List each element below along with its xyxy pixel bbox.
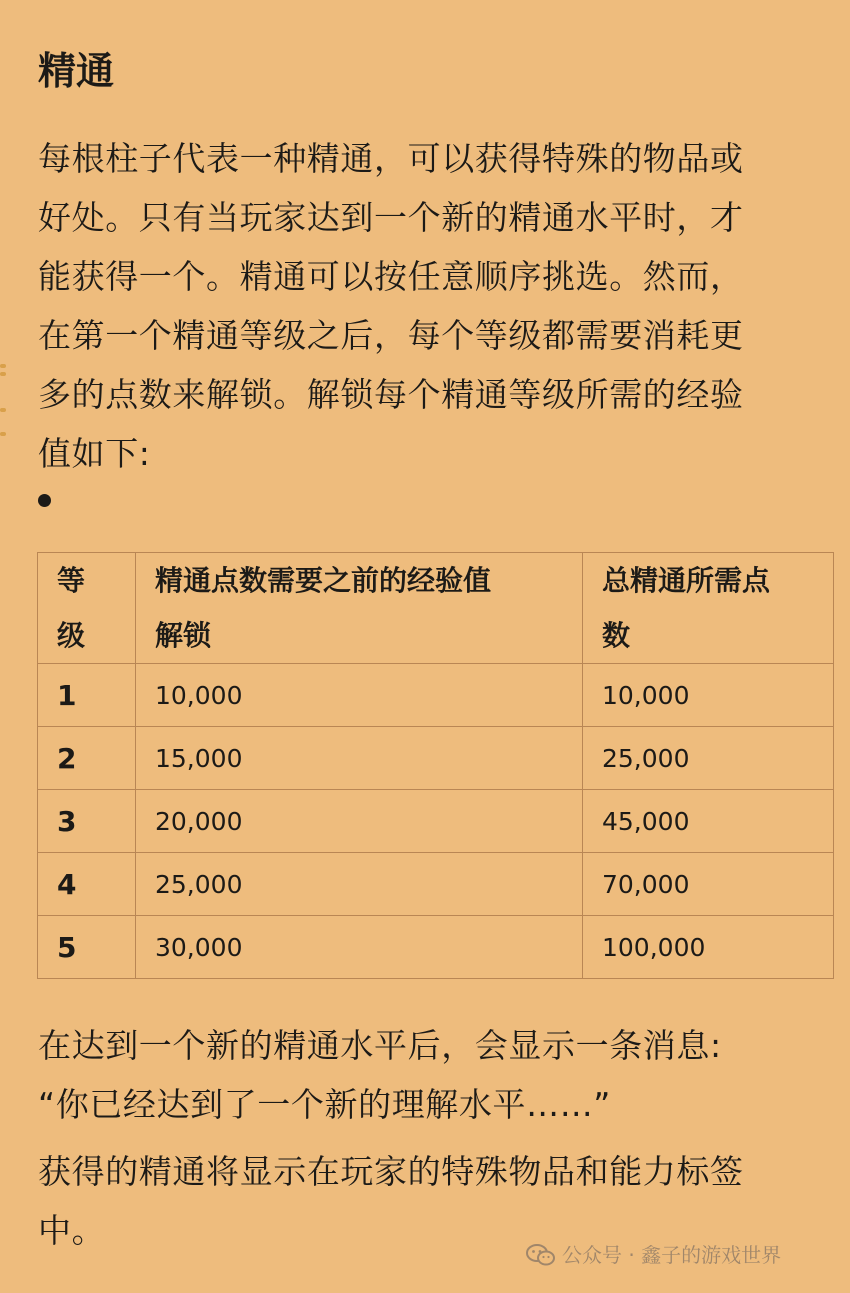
- cell-xp: 25,000: [136, 853, 583, 916]
- mastery-table: [37, 552, 834, 979]
- header-xp-line: 精通点数需要之前的经验值: [155, 564, 492, 597]
- cell-total: 70,000: [583, 853, 834, 916]
- header-level: [38, 553, 136, 664]
- cell-xp: 15,000: [136, 727, 583, 790]
- account-name: 公众号 · 鑫子的游戏世界: [562, 1243, 782, 1267]
- closing-line: 获得的精通将显示在玩家的特殊物品和能力标签: [38, 1152, 744, 1191]
- message-paragraph: [38, 1016, 838, 1134]
- header-xp: [136, 553, 583, 664]
- table-row: [38, 664, 834, 727]
- edge-decoration: [0, 372, 6, 376]
- cell-level: 5: [38, 916, 136, 979]
- cell-level: 3: [38, 790, 136, 853]
- header-level-line: 级: [57, 619, 86, 652]
- cell-xp: 10,000: [136, 664, 583, 727]
- account-watermark: [526, 1240, 781, 1270]
- header-level-line: 等: [57, 564, 86, 597]
- cell-total: 25,000: [583, 727, 834, 790]
- table-row: [38, 853, 834, 916]
- intro-line: 每根柱子代表一种精通，可以获得特殊的物品或: [38, 139, 744, 178]
- intro-line: 好处。只有当玩家达到一个新的精通水平时，才: [38, 198, 744, 237]
- cell-level: 2: [38, 727, 136, 790]
- cell-total: 45,000: [583, 790, 834, 853]
- intro-line: 在第一个精通等级之后，每个等级都需要消耗更: [38, 316, 744, 355]
- table-row: [38, 790, 834, 853]
- edge-decoration: [0, 408, 6, 412]
- wechat-icon: [526, 1243, 556, 1267]
- cell-total: 10,000: [583, 664, 834, 727]
- edge-decoration: [0, 364, 6, 368]
- table-row: [38, 916, 834, 979]
- intro-line: 能获得一个。精通可以按任意顺序挑选。然而，: [38, 257, 744, 296]
- cell-xp: 20,000: [136, 790, 583, 853]
- header-xp-line: 解锁: [155, 619, 212, 652]
- table-header-row: [38, 553, 834, 664]
- edge-decoration: [0, 432, 6, 436]
- intro-line: 多的点数来解锁。解锁每个精通等级所需的经验: [38, 375, 744, 414]
- cell-level: 4: [38, 853, 136, 916]
- header-total-line: 总精通所需点: [602, 564, 771, 597]
- message-line: “你已经达到了一个新的理解水平……”: [38, 1085, 611, 1124]
- section-heading: 精通: [38, 49, 115, 93]
- closing-line: 中。: [38, 1211, 106, 1250]
- cell-total: 100,000: [583, 916, 834, 979]
- intro-paragraph: [38, 129, 838, 483]
- table-row: [38, 727, 834, 790]
- cell-xp: 30,000: [136, 916, 583, 979]
- message-line: 在达到一个新的精通水平后，会显示一条消息:: [38, 1026, 722, 1065]
- cell-level: 1: [38, 664, 136, 727]
- bullet-point: [38, 494, 51, 507]
- header-total: [583, 553, 834, 664]
- header-total-line: 数: [602, 619, 631, 652]
- intro-line: 值如下:: [38, 434, 151, 473]
